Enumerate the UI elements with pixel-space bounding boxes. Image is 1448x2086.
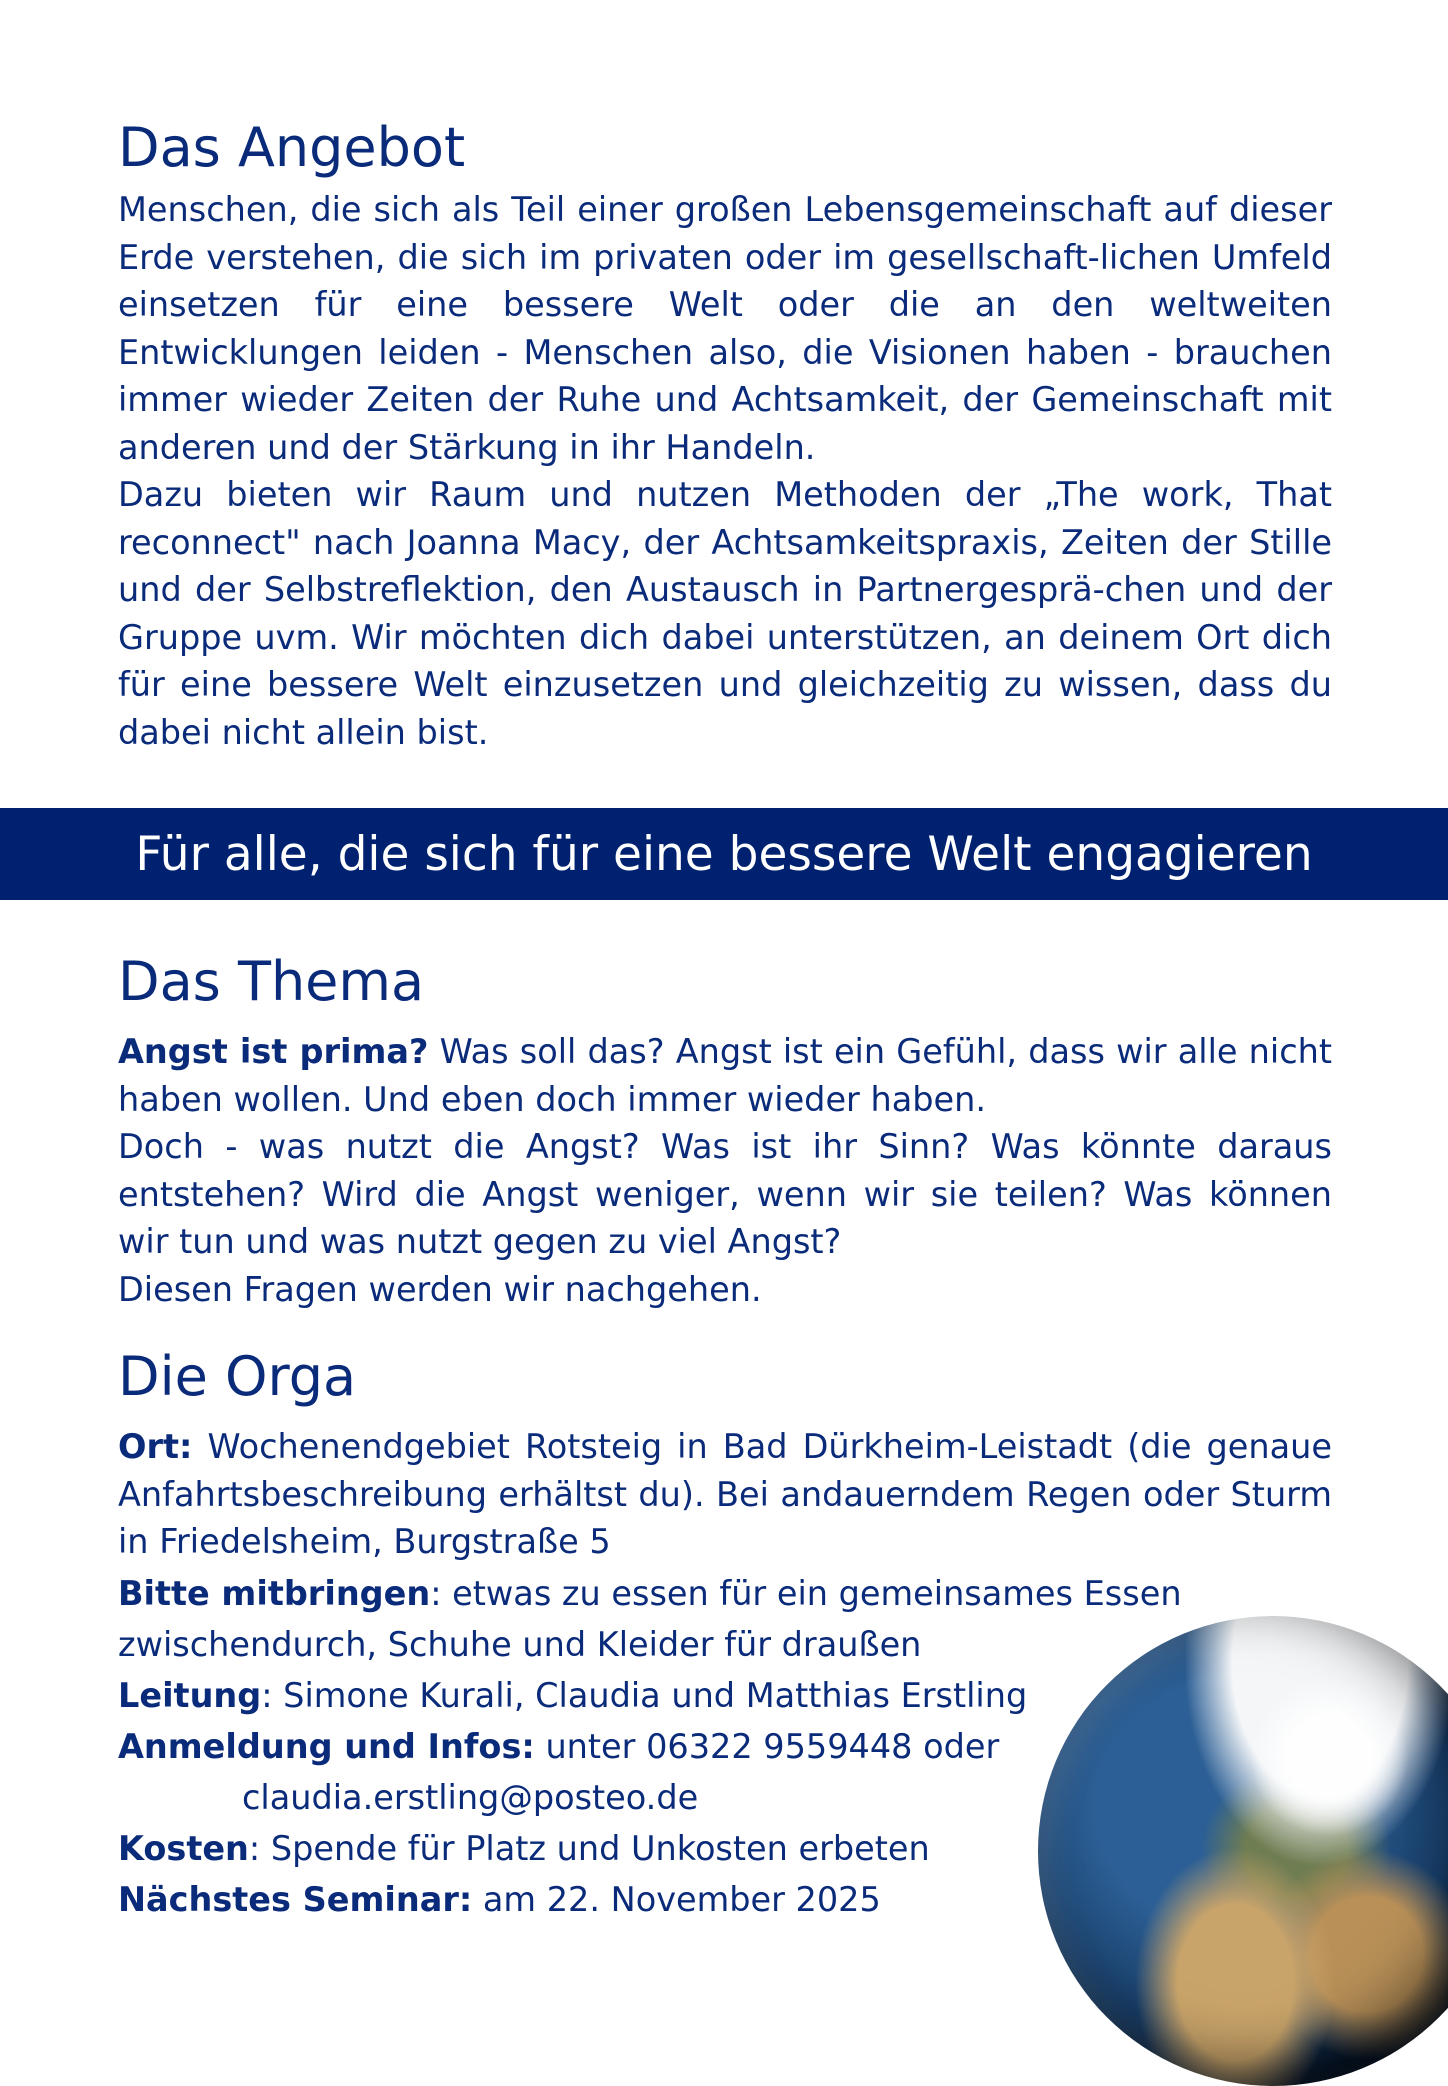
thema-paragraph-2: Doch - was nutzt die Angst? Was ist ihr Sinn? Was könnte daraus entstehen? Wird die Angst weniger, wenn wir sie teilen? Was können wir tun und was nutzt gegen zu viel Angst?: [118, 1127, 1332, 1261]
orga-mitbringen-2: zwischendurch, Schuhe und Kleider für draußen: [118, 1624, 922, 1664]
thema-paragraph-1: [118, 1028, 1332, 1123]
orga-email: claudia.erstling@posteo.de: [242, 1777, 699, 1817]
anmeldung-text: unter 06322 9559448 oder: [534, 1726, 1000, 1766]
thema-lead-bold: Angst ist prima?: [118, 1032, 429, 1071]
anmeldung-label: Anmeldung und Infos:: [118, 1726, 535, 1766]
mitbringen-label: Bitte mitbringen: [118, 1573, 431, 1613]
ort-text: Wochenendgebiet Rotsteig in Bad Dürkheim-Leistadt (die genaue Anfahrtsbeschreibung erhältst du). Bei andauerndem Regen oder Sturm in Friedelsheim, Burgstraße 5: [118, 1427, 1332, 1561]
angebot-heading: Das Angebot: [118, 116, 466, 179]
engagement-banner: Für alle, die sich für eine bessere Welt engagieren: [0, 808, 1448, 900]
orga-ort: [118, 1423, 1332, 1566]
thema-heading: Das Thema: [118, 950, 425, 1013]
angebot-paragraph-2: Dazu bieten wir Raum und nutzen Methoden der „The work, That reconnect" nach Joanna Macy, der Achtsamkeitspraxis, Zeiten der Stille und der Selbstreflektion, den Austausch in Partnergesprä-chen und der Gruppe uvm. Wir möchten dich dabei unterstützen, an deinem Ort dich für eine bessere Welt einzusetzen und gleichzeitig zu wissen, dass du dabei nicht allein bist.: [118, 475, 1332, 752]
leitung-text: : Simone Kurali, Claudia und Matthias Erstling: [261, 1675, 1028, 1715]
kosten-text: : Spende für Platz und Unkosten erbeten: [248, 1828, 930, 1868]
angebot-section: [118, 116, 1332, 756]
ort-label: Ort:: [118, 1427, 193, 1466]
seminar-label: Nächstes Seminar:: [118, 1879, 473, 1919]
thema-section: [118, 950, 1332, 1313]
orga-mitbringen-1: [118, 1568, 1332, 1619]
angebot-paragraph-1: Menschen, die sich als Teil einer großen Lebensgemeinschaft auf dieser Erde verstehen, die sich im privaten oder im gesellschaft-lichen Umfeld einsetzen für eine bessere Welt oder die an den weltweiten Entwicklungen leiden - Menschen also, die Visionen haben - brauchen immer wieder Zeiten der Ruhe und Achtsamkeit, der Gemeinschaft mit anderen und der Stärkung in ihr Handeln.: [118, 190, 1332, 467]
thema-paragraph-3: Diesen Fragen werden wir nachgehen.: [118, 1269, 762, 1309]
orga-heading: Die Orga: [118, 1345, 357, 1408]
leitung-label: Leitung: [118, 1675, 262, 1715]
mitbringen-text-1: : etwas zu essen für ein gemeinsames Essen: [430, 1573, 1182, 1613]
kosten-label: Kosten: [118, 1828, 249, 1868]
seminar-text: am 22. November 2025: [472, 1879, 881, 1919]
thema-lead-text: Was soll das? Angst ist ein Gefühl, dass wir alle nicht haben wollen. Und eben doch immer wieder haben.: [118, 1032, 1332, 1119]
